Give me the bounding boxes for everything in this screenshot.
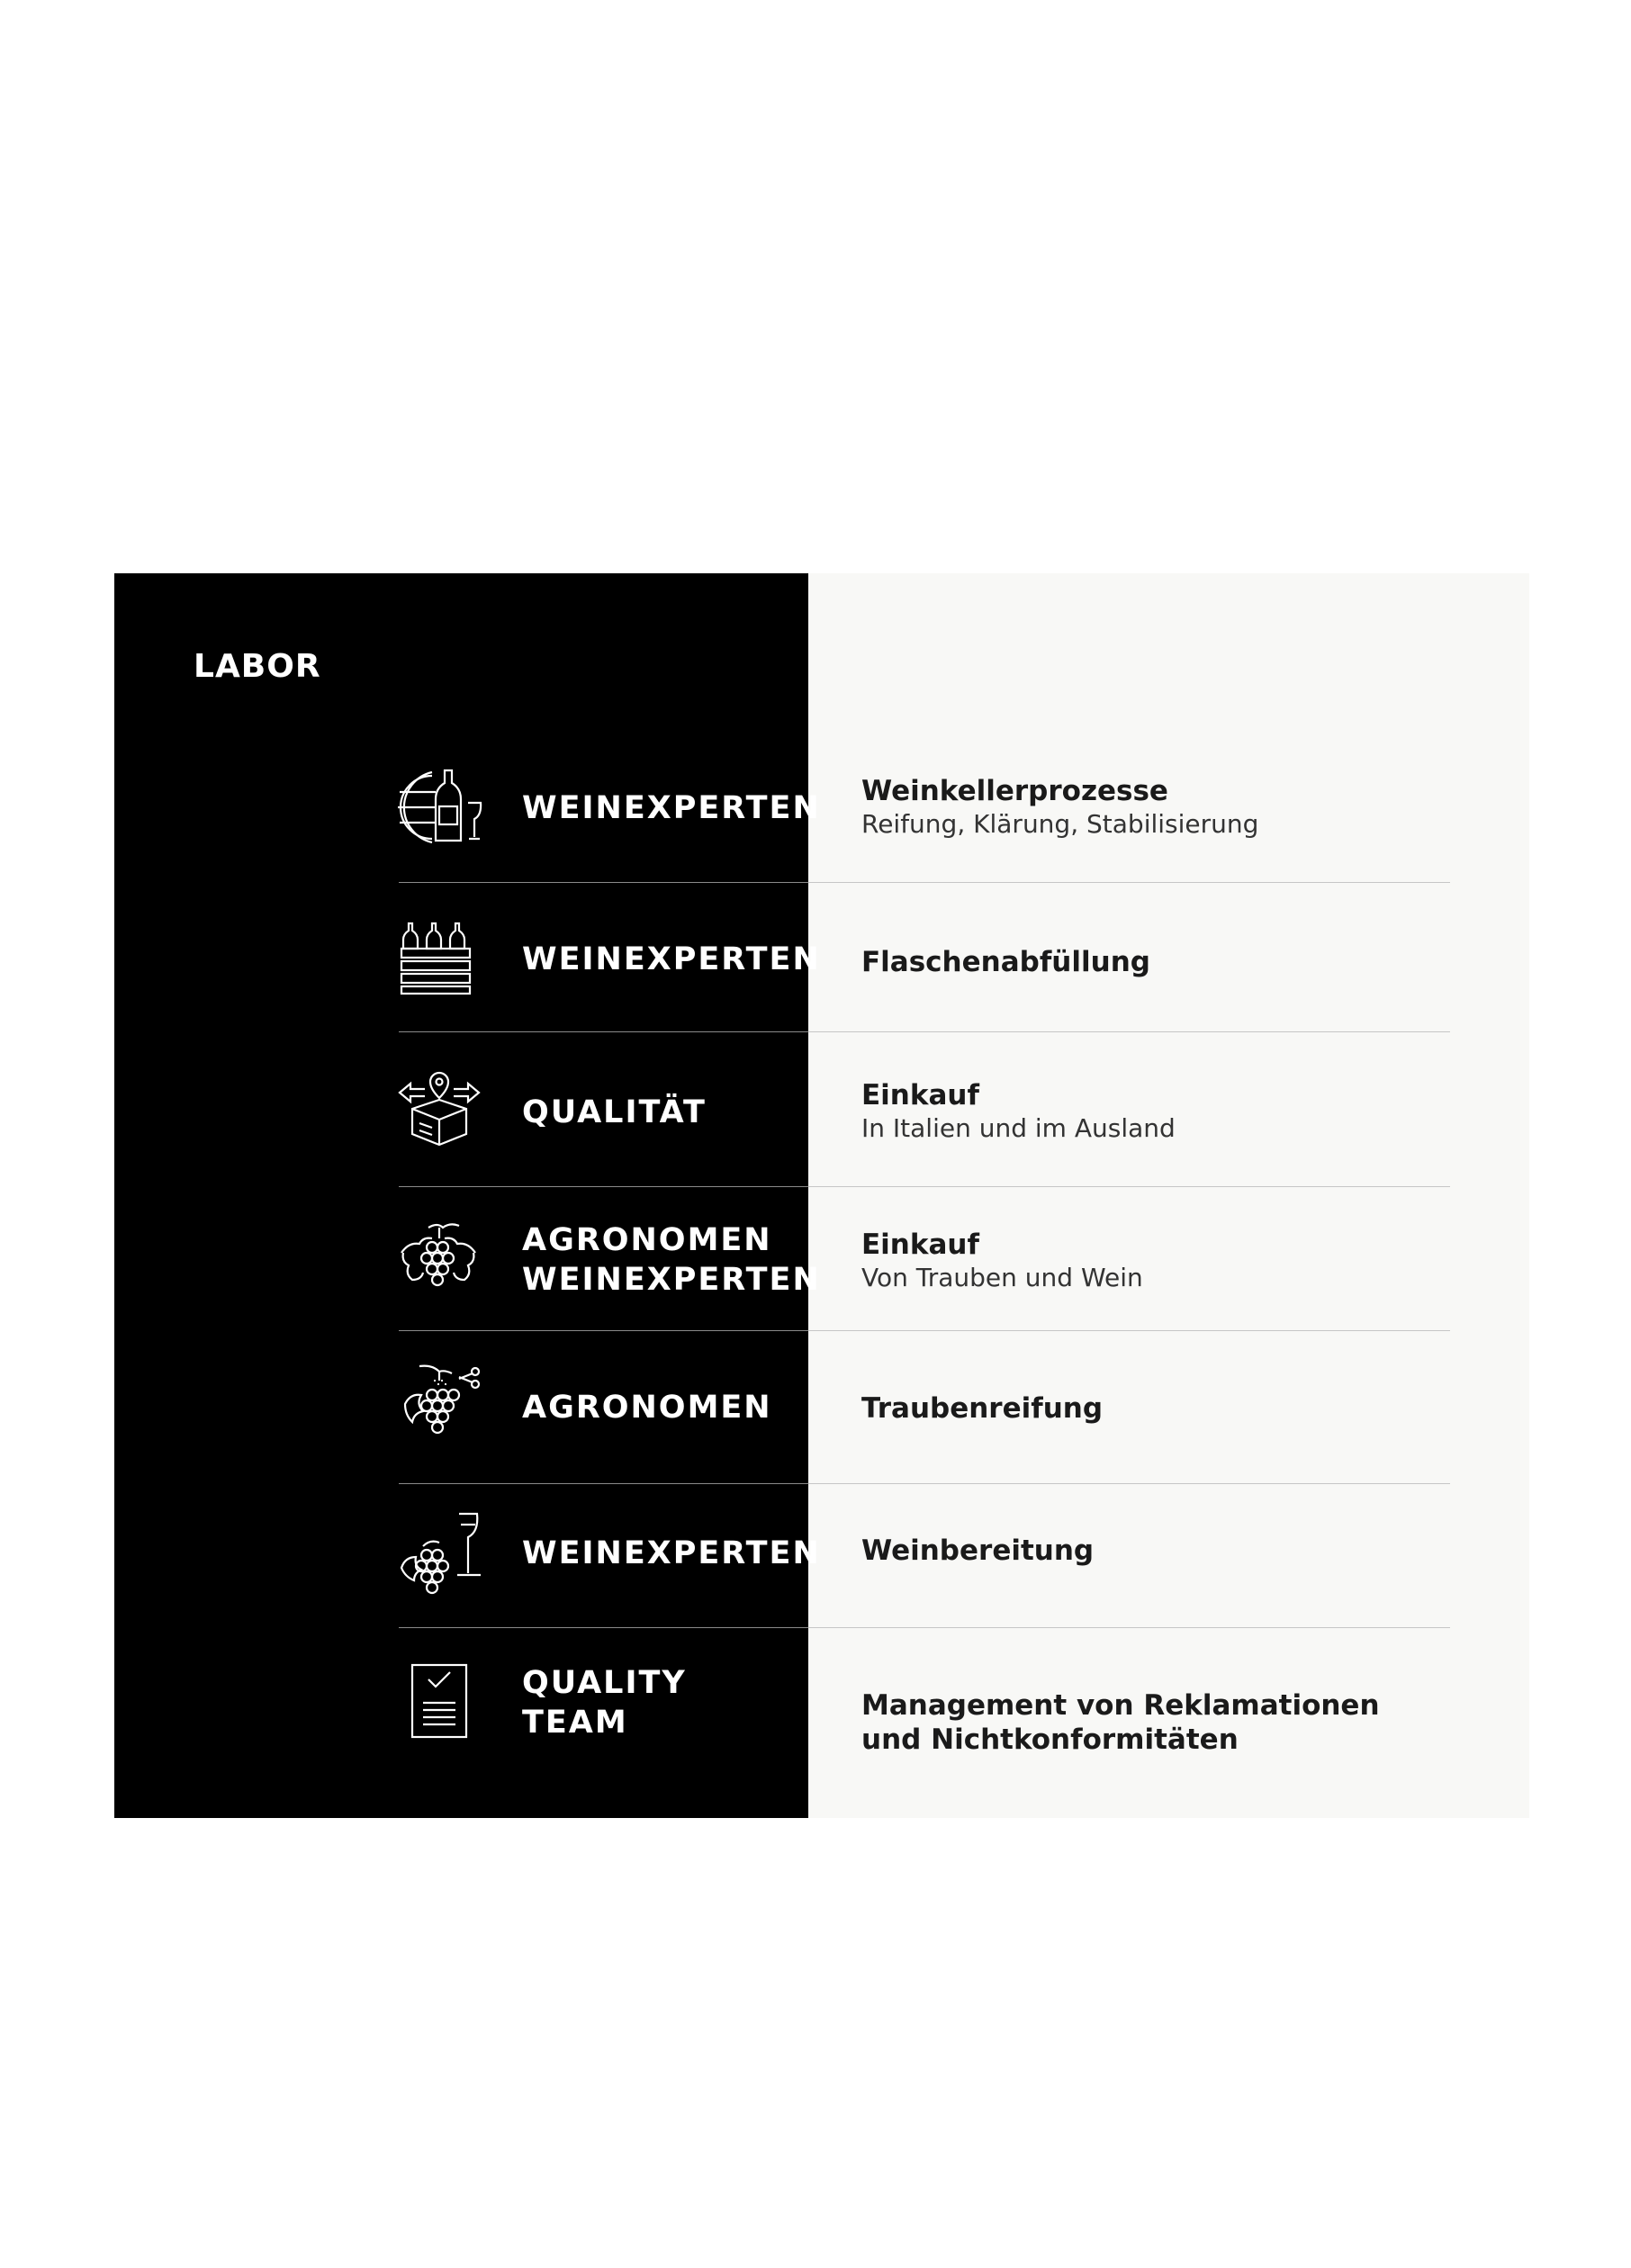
detail-subtitle: Reifung, Klärung, Stabilisierung: [861, 809, 1259, 839]
row-detail: [861, 774, 1258, 841]
row-detail: [861, 1391, 1103, 1426]
role-label: AGRONOMEN: [522, 1390, 772, 1426]
grapes-leaf-icon: [396, 1217, 482, 1303]
detail-title: Management von Reklamationen: [861, 1689, 1380, 1722]
detail-title: Einkauf: [861, 1079, 979, 1112]
row-divider: [399, 882, 1450, 883]
barrel-bottle-glass-icon: [396, 765, 482, 851]
right-light-panel: [808, 573, 1529, 1818]
role-label: QUALITY TEAM: [522, 1665, 687, 1741]
box-location-arrows-icon: [396, 1067, 482, 1154]
role-label: AGRONOMEN WEINEXPERTEN: [522, 1222, 821, 1298]
grapes-wine-glass-icon: [396, 1510, 482, 1597]
left-dark-panel: [114, 573, 808, 1818]
role-label: WEINEXPERTEN: [522, 941, 821, 977]
row-divider: [399, 1186, 1450, 1187]
row-detail: [861, 1688, 1380, 1757]
detail-title: Einkauf: [861, 1228, 979, 1261]
detail-title: Traubenreifung: [861, 1392, 1104, 1425]
row-detail: [861, 1534, 1094, 1568]
row-detail: [861, 945, 1150, 979]
row-detail: [861, 1078, 1176, 1145]
detail-title-line2: und Nichtkonformitäten: [861, 1724, 1239, 1756]
row-divider: [399, 1031, 1450, 1032]
row-detail: [861, 1228, 1143, 1294]
row-divider: [399, 1483, 1450, 1484]
role-label: QUALITÄT: [522, 1094, 707, 1130]
checklist-document-icon: [396, 1658, 482, 1744]
row-divider: [399, 1330, 1450, 1331]
detail-subtitle: Von Trauben und Wein: [861, 1263, 1143, 1292]
bottle-crate-icon: [396, 916, 482, 1003]
grapes-scissors-icon: [396, 1361, 482, 1447]
role-label: WEINEXPERTEN: [522, 790, 821, 826]
row-divider: [399, 1627, 1450, 1628]
detail-subtitle: In Italien und im Ausland: [861, 1113, 1176, 1143]
detail-title: Weinbereitung: [861, 1534, 1095, 1567]
detail-title: Flaschenabfüllung: [861, 946, 1150, 978]
role-label: WEINEXPERTEN: [522, 1535, 821, 1571]
section-title: LABOR: [194, 648, 321, 685]
detail-title: Weinkellerprozesse: [861, 775, 1168, 807]
